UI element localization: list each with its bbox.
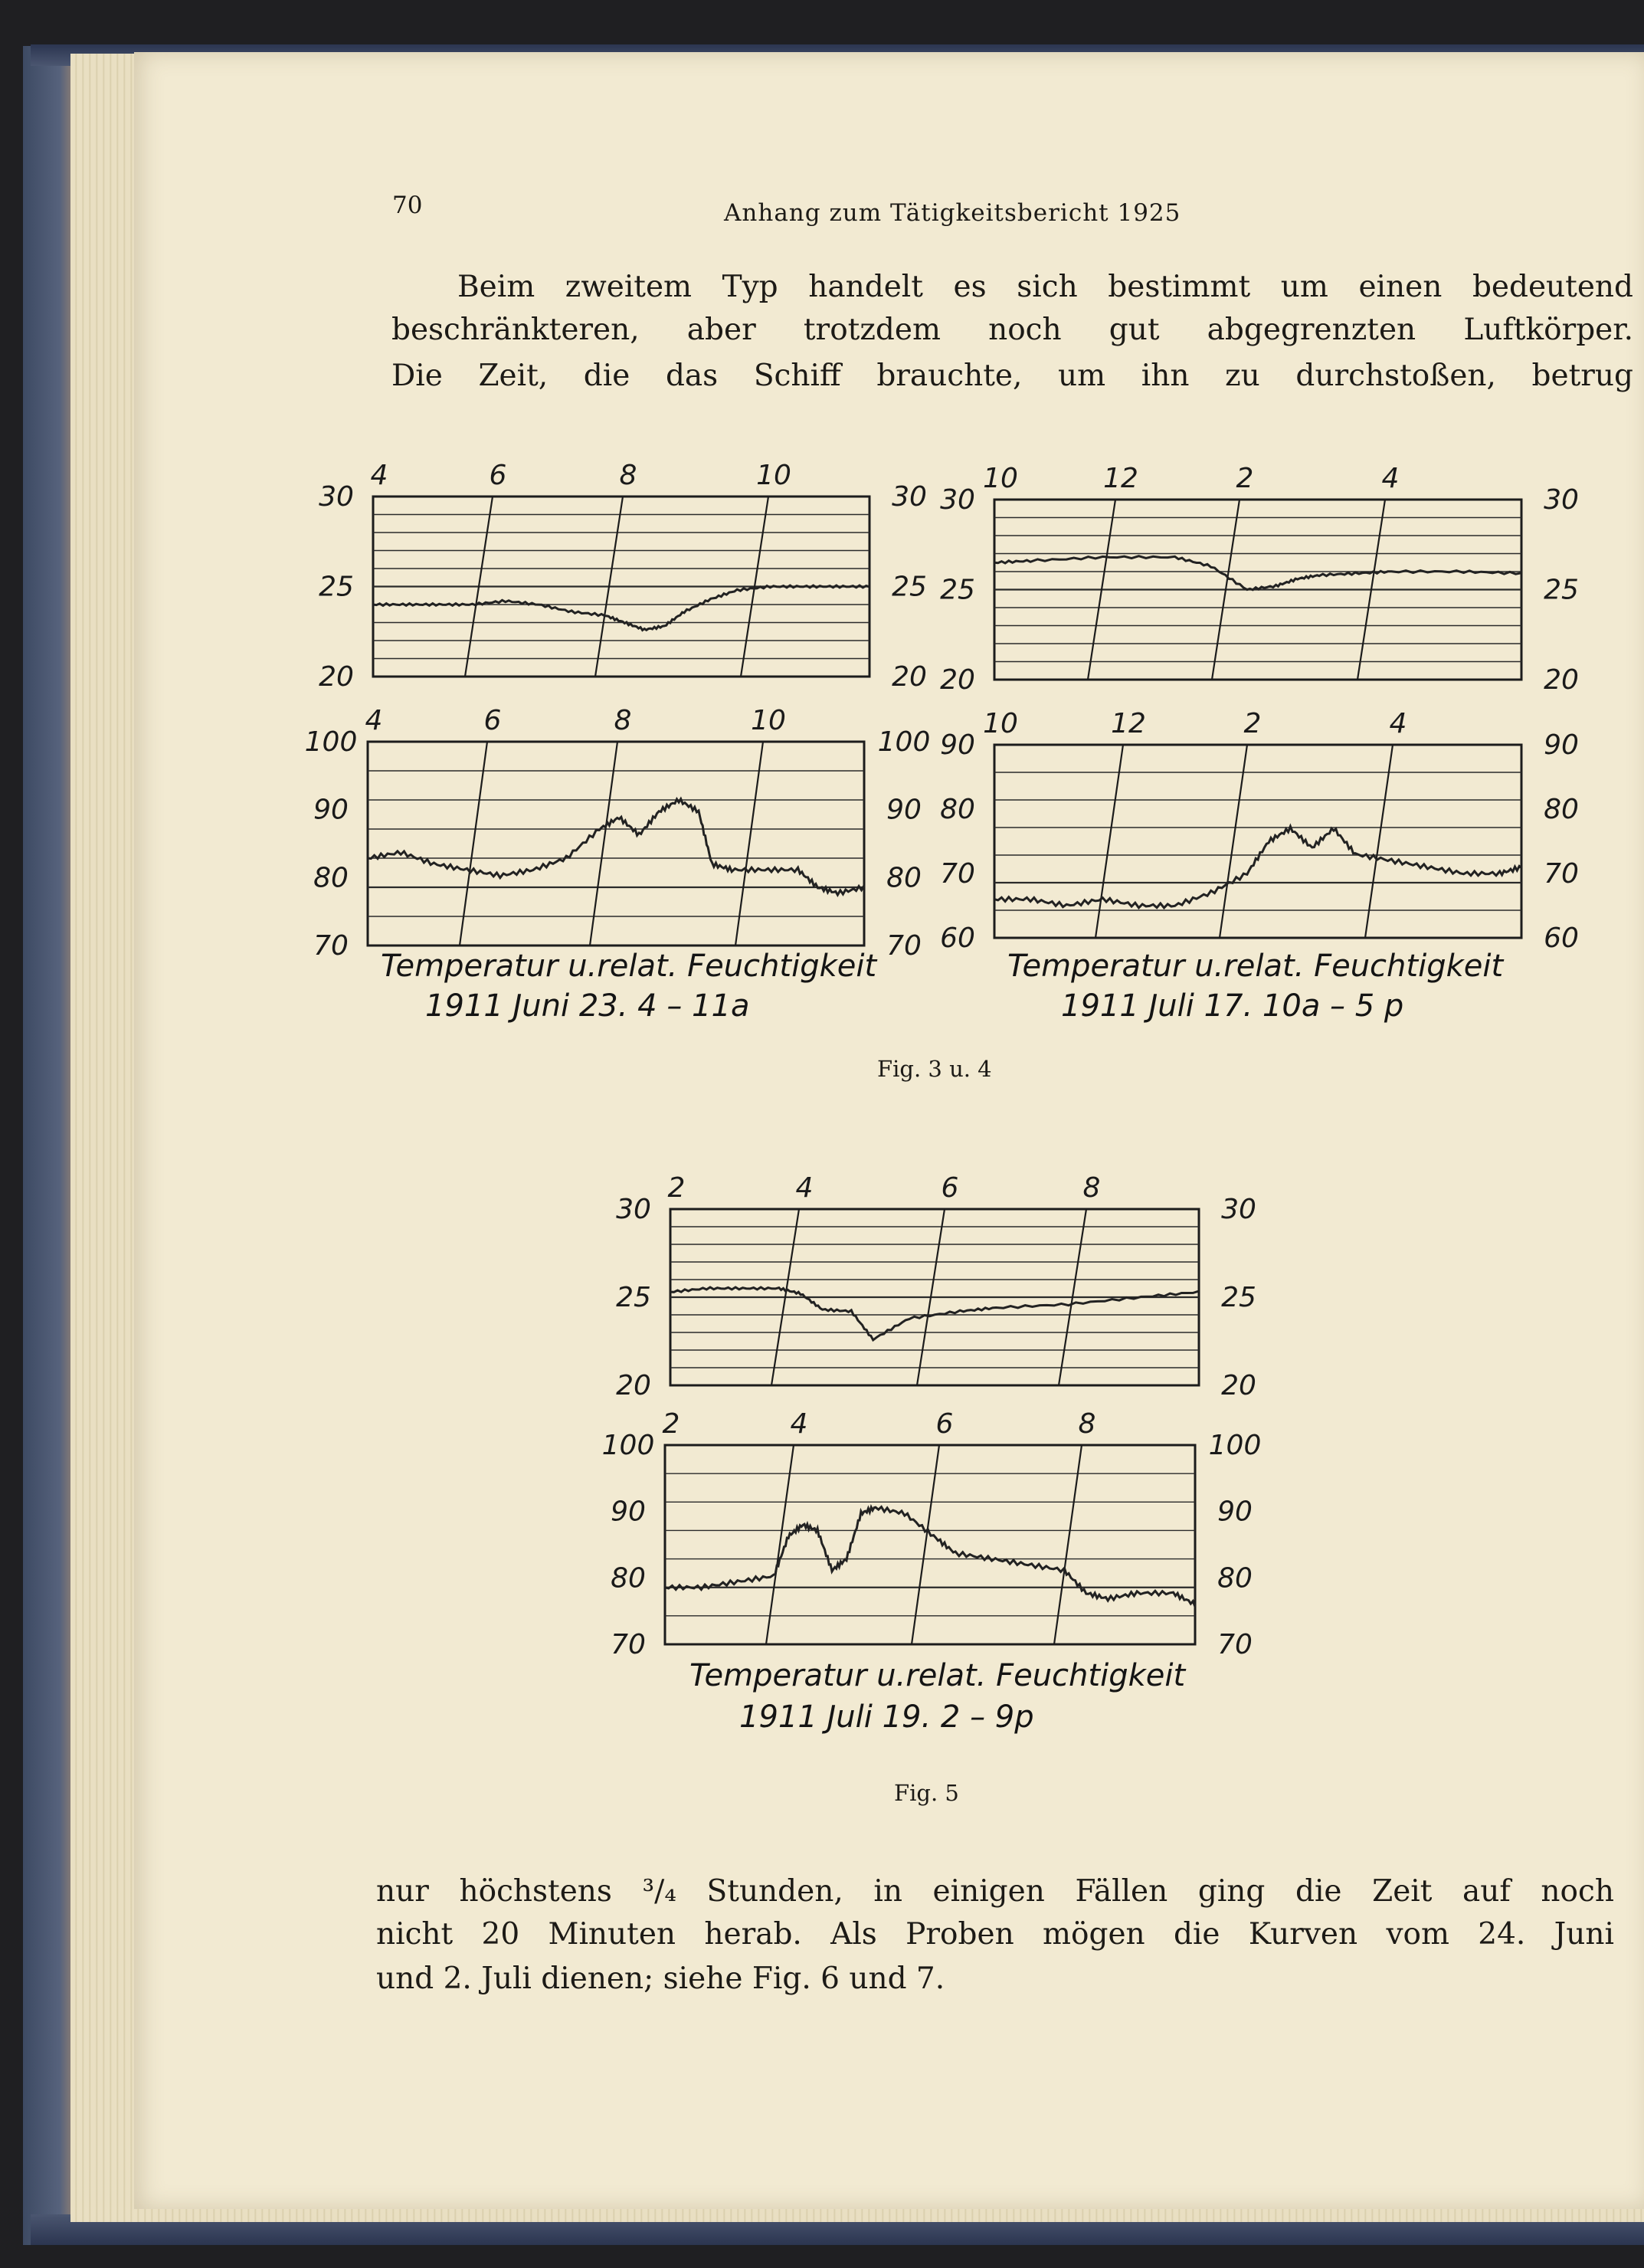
panel-5-y-label-right: 30 [1221,1194,1256,1225]
panel-5-y-label-right: 25 [1221,1282,1256,1313]
panel-4-y-label-right: 70 [1544,858,1579,890]
fig4-caption-line-2: 1911 Juli 17. 10a – 5 p [1061,988,1404,1024]
panel-6-x-tick-label: 2 [662,1408,680,1440]
panel-1-x-tick-label: 8 [619,460,637,491]
panel-2-x-tick-label: 8 [614,705,632,736]
panel-5-x-tick-label: 4 [795,1172,814,1204]
panel-6-y-label-right: 100 [1208,1430,1262,1461]
panel-3-data-line [994,556,1521,590]
panel-5-x-tick-label: 6 [941,1172,959,1204]
panel-2-y-label-left: 70 [313,930,349,962]
panel-3-x-tick-label: 12 [1103,463,1138,494]
panel-5-y-label-right: 20 [1221,1370,1256,1401]
panel-4-x-tick-label: 12 [1111,708,1146,739]
panel-2-x-tick-label: 6 [483,705,502,736]
panel-2-y-label-right: 90 [886,794,922,826]
panel-1-x-tick-label: 4 [370,460,388,491]
panel-3-x-tick-label: 2 [1236,463,1254,494]
panel-2-y-label-right: 80 [886,862,922,894]
panel-6-x-tick-label: 8 [1078,1408,1096,1440]
panel-2-y-label-left: 80 [313,862,349,894]
panel-1-y-label-right: 20 [892,661,927,693]
fig3-caption-line-2: 1911 Juni 23. 4 – 11a [425,988,750,1024]
panel-3-x-tick-label: 4 [1381,463,1400,494]
panel-5-y-label-left: 30 [616,1194,651,1225]
panel-2-frame [368,742,864,946]
panel-3-y-label-left: 25 [940,574,975,606]
panel-2-hour-line [735,742,763,946]
fig5-label: Fig. 5 [894,1780,959,1806]
panel-2-data-line [368,799,864,895]
panel-4-x-tick-label: 10 [983,708,1018,739]
panel-4-y-label-left: 90 [940,729,975,761]
panel-5-x-tick-label: 8 [1082,1172,1101,1204]
panel-6-y-label-right: 70 [1217,1629,1253,1660]
panel-4-frame [994,745,1521,938]
panel-3-x-tick-label: 10 [983,463,1018,494]
panel-6-y-label-left: 80 [611,1562,646,1594]
panel-4-y-label-right: 80 [1544,794,1579,825]
page-number: 70 [392,192,423,219]
panel-5-y-label-left: 25 [616,1282,651,1313]
panel-4-data-line [994,827,1521,908]
panel-1-y-label-left: 25 [319,571,354,603]
panel-3-y-label-right: 30 [1544,484,1579,516]
panel-2-x-tick-label: 10 [751,705,786,736]
panel-4-y-label-left: 70 [940,858,975,890]
panel-3-y-label-right: 20 [1544,664,1579,696]
panel-2-y-label-right: 100 [877,726,931,758]
panel-6-y-label-left: 70 [611,1629,646,1660]
panel-4-y-label-right: 90 [1544,729,1579,761]
panel-4-hour-line [1365,745,1393,938]
paragraph-top-line-1: Beim zweitem Typ handelt es sich bestimmt um einen bedeutend [457,270,1633,304]
panel-5-y-label-left: 20 [616,1370,651,1401]
panel-4-hour-line [1220,745,1247,938]
fig3-caption-line-1: Temperatur u.relat. Feuchtigkeit [381,949,877,984]
panel-4-y-label-right: 60 [1544,923,1579,954]
running-title: Anhang zum Tätigkeitsbericht 1925 [724,199,1181,227]
panel-6-data-line [665,1507,1195,1607]
panel-6-x-tick-label: 6 [935,1408,954,1440]
panel-5-x-tick-label: 2 [667,1172,686,1204]
panel-6-x-tick-label: 4 [790,1408,808,1440]
panel-3-y-label-left: 20 [940,664,975,696]
panel-2-y-label-left: 90 [313,794,349,826]
panel-2-x-tick-label: 4 [365,705,383,736]
panel-1-x-tick-label: 6 [489,460,507,491]
panel-4-y-label-left: 60 [940,923,975,954]
panel-4-hour-line [1095,745,1123,938]
panel-6-y-label-left: 90 [611,1496,646,1528]
panel-6-y-label-right: 80 [1217,1562,1253,1594]
panel-1-x-tick-label: 10 [756,460,791,491]
paragraph-bottom-line-2: nicht 20 Minuten herab. Als Proben mögen die Kurven vom 24. Juni [376,1917,1614,1952]
panel-4-y-label-left: 80 [940,794,975,825]
panel-6-hour-line [912,1445,939,1644]
fig5-caption-line-1: Temperatur u.relat. Feuchtigkeit [689,1658,1186,1693]
panel-1-y-label-left: 20 [319,661,354,693]
panel-2-y-label-left: 100 [304,726,358,758]
panel-6-y-label-right: 90 [1217,1496,1253,1528]
panel-4-x-tick-label: 4 [1389,708,1407,739]
panel-1-y-label-right: 30 [892,481,927,513]
paragraph-bottom-line-3: und 2. Juli dienen; siehe Fig. 6 und 7. [376,1962,945,1996]
panel-1-y-label-left: 30 [319,481,354,513]
fig34-label: Fig. 3 u. 4 [877,1056,992,1082]
panel-1-data-line [373,585,869,631]
panel-6-hour-line [1054,1445,1082,1644]
panel-4-x-tick-label: 2 [1243,708,1262,739]
panel-6-frame [665,1445,1195,1644]
paragraph-top-line-2: beschränkteren, aber trotzdem noch gut abgegrenzten Luftkörper. [391,313,1633,347]
panel-2-y-label-right: 70 [886,930,922,962]
panel-1-y-label-right: 25 [892,571,927,603]
panel-6-y-label-left: 100 [601,1430,655,1461]
panel-6-hour-line [766,1445,794,1644]
panel-3-y-label-right: 25 [1544,574,1579,606]
panel-3-y-label-left: 30 [940,484,975,516]
paragraph-top-line-3: Die Zeit, die das Schiff brauchte, um ihn zu durchstoßen, betrug [391,359,1633,393]
panel-2-hour-line [590,742,617,946]
fig5-caption-line-2: 1911 Juli 19. 2 – 9p [739,1699,1034,1735]
fig4-caption-line-1: Temperatur u.relat. Feuchtigkeit [1007,949,1504,984]
paragraph-bottom-line-1: nur höchstens ³/₄ Stunden, in einigen Fällen ging die Zeit auf noch [376,1874,1614,1909]
panel-2-hour-line [460,742,487,946]
